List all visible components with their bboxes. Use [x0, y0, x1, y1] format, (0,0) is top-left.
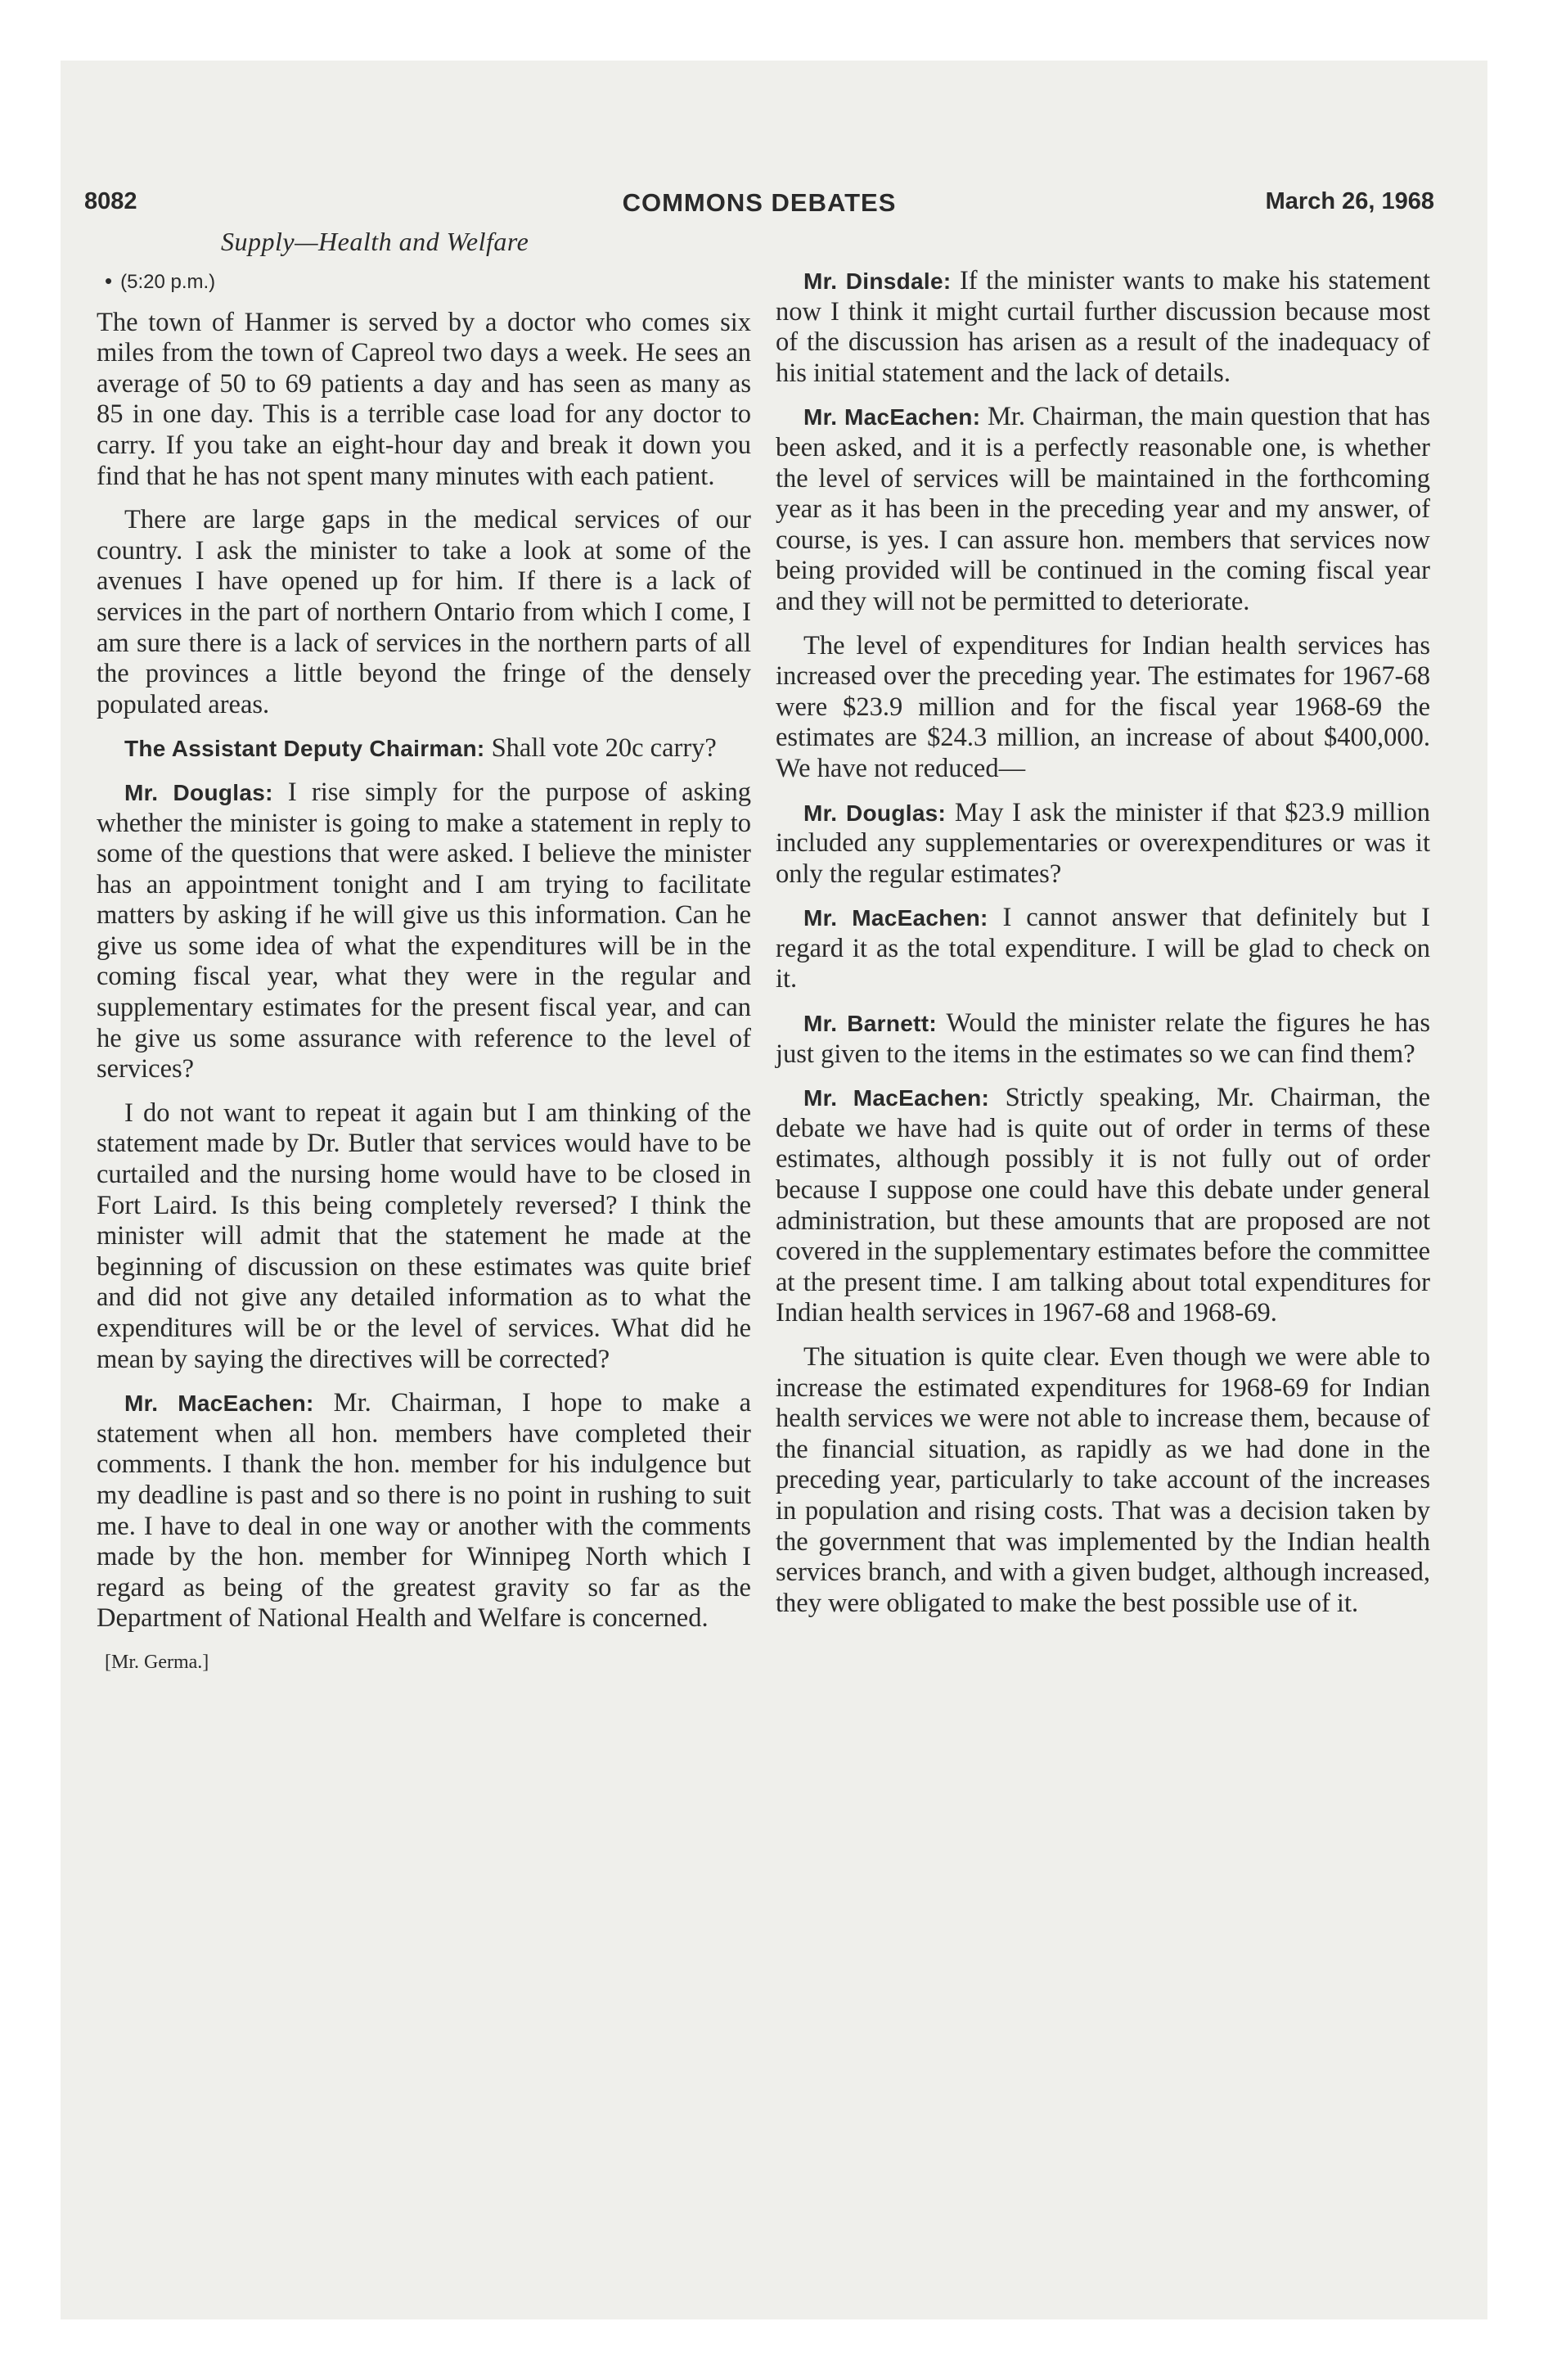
section-subheading: Supply—Health and Welfare [221, 227, 529, 256]
speech-text: Mr. Chairman, the main question that has been asked, and it is a perfectly reasonable one, is whether the level of services will be maintained in the forthcoming year as it has been in the preceding year and my answer, of course, is yes. I can assure hon. members that services now being provided will be continued in the coming fiscal year and they will not be permitted to deteriorate. [776, 402, 1431, 616]
page-date: March 26, 1968 [1265, 188, 1434, 214]
speech [776, 266, 1430, 389]
time-stamp-line [105, 266, 751, 298]
speech [97, 778, 751, 1085]
speaker-name: Mr. Dinsdale: [803, 268, 952, 294]
left-column [97, 266, 751, 1679]
speech [776, 903, 1430, 995]
speech [776, 1083, 1430, 1329]
speaker-name: Mr. Barnett: [803, 1011, 937, 1037]
speech-text: Strictly speaking, Mr. Chairman, the debate we have had is quite out of order in terms of these estimates, although possibly it is not fully out of order because I suppose one could have this debate under general administration, but these amounts that are proposed are not covered in the supplementary estimates before the committee at the present time. I am talking about total expenditures for Indian health services in 1967-68 and 1968-69. [776, 1083, 1430, 1328]
speaker-name: Mr. MacEachen: [124, 1391, 314, 1417]
speech-text: If the minister wants to make his statement now I think it might curtail further discussion because most of the discussion has arisen as a result of the inadequacy of his initial statement and the lack of details. [776, 266, 1430, 388]
speech [97, 733, 751, 764]
bullet-icon: • [105, 268, 113, 293]
paragraph: There are large gaps in the medical services of our country. I ask the minister to take a look at some of the avenues I have opened up for him. If there is a lack of services in the part of northern Ontario from which I come, I am sure there is a lack of services in the northern parts of all the provinces a little beyond the fringe of the densely populated areas. [97, 505, 751, 719]
speech [776, 402, 1430, 617]
speaker-name: Mr. Douglas: [124, 779, 273, 805]
paragraph: The level of expenditures for Indian health services has increased over the preceding year. The estimates for 1967-68 were $23.9 million and for the fiscal year 1968-69 the estimates are $24.3 million, an increase of about $400,000. We have not reduced— [776, 630, 1430, 783]
time-stamp: (5:20 p.m.) [120, 271, 216, 293]
speech [776, 798, 1430, 890]
speech-text: Shall vote 20c carry? [484, 733, 717, 764]
speech [776, 1008, 1430, 1070]
speech-text: Would the minister relate the figures he has just given to the items in the estimates so we can find them? [776, 1008, 1430, 1069]
speech-text: I cannot answer that definitely but I regard it as the total expenditure. I will be glad to check on it. [776, 903, 1431, 994]
speaker-name: Mr. MacEachen: [803, 1085, 990, 1111]
speech-text: I rise simply for the purpose of asking whether the minister is going to make a statement in reply to some of the questions that were asked. I believe the minister has an appointment tonight and I am trying to facilitate matters by asking if he will give us this information. Can he give us some idea of what the expenditures will be in the coming fiscal year, what they were in the regular and supplementary estimates for the present fiscal year, and can he give us some assurance with reference to the level of services? [97, 777, 751, 1084]
page-number: 8082 [84, 188, 137, 214]
speech-text: May I ask the minister if that $23.9 million included any supplementaries or overexpenditures or was it only the regular estimates? [776, 797, 1430, 889]
paragraph: The town of Hanmer is served by a doctor who comes six miles from the town of Capreol two days a week. He sees an average of 50 to 69 patients a day and has seen as many as 85 in one day. This is a terrible case load for any doctor to carry. If you take an eight-hour day and break it down you find that he has not spent many minutes with each patient. [97, 307, 751, 491]
paragraph: I do not want to repeat it again but I am thinking of the statement made by Dr. Butler that services would have to be curtailed and the nursing home would have to be closed in Fort Laird. Is this being completely reversed? I think the minister will admit that the statement he made at the beginning of discussion on these estimates was quite brief and did not give any detailed information as to what the expenditures will be or the level of services. What did he mean by saying the directives will be corrected? [97, 1098, 751, 1374]
paragraph: The situation is quite clear. Even though we were able to increase the estimated expenditures for 1968-69 for Indian health services we were not able to increase them, because of the financial situation, as rapidly as we had done in the preceding year, particularly to take account of the increases in population and rising costs. That was a decision taken by the government that was implemented by the Indian health services branch, and with a given budget, although increased, they were obligated to make the best possible use of it. [776, 1342, 1430, 1618]
speaker-attribution: [Mr. Germa.] [105, 1651, 209, 1673]
speaker-name: Mr. MacEachen: [803, 905, 988, 931]
speech-text: Mr. Chairman, I hope to make a statement when all hon. members have completed their comments. I thank the hon. member for his indulgence but my deadline is past and so there is no point in rushing to suit me. I have to deal in one way or another with the comments made by the hon. member for Winnipeg North which I regard as being of the greatest gravity so far as the Department of National Health and Welfare is concerned. [97, 1388, 751, 1634]
right-column [776, 266, 1430, 1632]
speech [97, 1388, 751, 1634]
speaker-name: The Assistant Deputy Chairman: [124, 736, 485, 762]
speaker-name: Mr. MacEachen: [803, 404, 981, 430]
publication-title: COMMONS DEBATES [622, 188, 897, 217]
speaker-name: Mr. Douglas: [803, 800, 947, 826]
page-header [84, 188, 1434, 229]
